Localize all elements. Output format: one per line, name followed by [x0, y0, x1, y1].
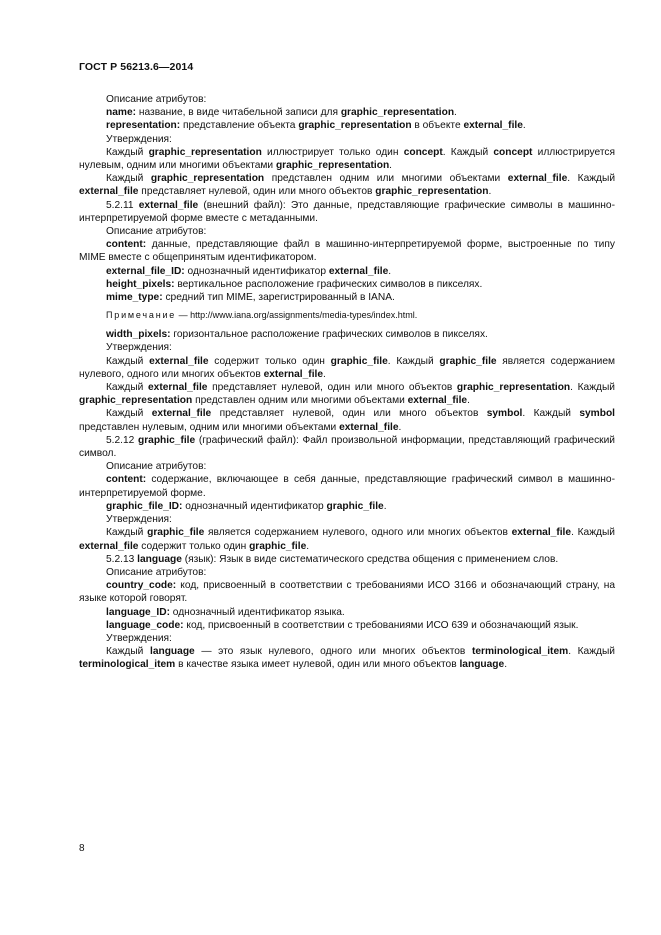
- term: external_file: [79, 186, 139, 198]
- term: graphic_representation: [298, 120, 412, 132]
- paragraph: [79, 355, 615, 381]
- term: external_file: [339, 421, 399, 433]
- text-run: . Каждый: [570, 382, 615, 394]
- term: external_file: [79, 540, 139, 552]
- paragraph: [79, 606, 615, 619]
- term: mime_type:: [106, 292, 163, 304]
- term: external_file: [263, 368, 324, 380]
- paragraph: [79, 265, 615, 278]
- term: external_file: [507, 173, 568, 185]
- paragraph: [79, 278, 615, 291]
- text-run: . Каждый: [442, 146, 494, 158]
- text-run: иллюстрирует только один: [261, 146, 404, 158]
- term: concept: [403, 146, 443, 158]
- text-run: .: [323, 368, 326, 380]
- term: graphic_file: [439, 355, 497, 367]
- text-run: данные, представляющие файл в машинно-интерпретируемой форме, выстроенные по типу MIME вместе с общепринятым идентификатором.: [79, 239, 615, 264]
- term: language_ID:: [106, 606, 170, 618]
- term: graphic_file: [137, 434, 196, 446]
- paragraph: [79, 566, 615, 579]
- text-run: в качестве языка имеет нулевой, один или много объектов: [175, 659, 460, 671]
- paragraph: [79, 381, 615, 407]
- term: graphic_representation: [340, 107, 455, 119]
- text-run: представлен одним или многими объектами: [264, 173, 508, 185]
- term: external_file: [511, 527, 572, 539]
- paragraph: [79, 434, 615, 460]
- paragraph: [79, 619, 615, 632]
- term: representation:: [106, 120, 181, 132]
- term: external_file: [151, 408, 212, 420]
- text-run: иллюстрируется нулевым, одним или многими объектами: [79, 146, 615, 172]
- paragraph: [79, 199, 615, 225]
- paragraph: [79, 513, 615, 526]
- text-run: Утверждения:: [106, 342, 172, 354]
- text-run: Описание атрибутов:: [106, 226, 207, 238]
- term: concept: [493, 146, 533, 158]
- document-header: ГОСТ Р 56213.6—2014: [79, 61, 194, 73]
- text-run: .: [388, 265, 392, 277]
- paragraph: [79, 632, 615, 645]
- term: graphic_file: [326, 500, 384, 512]
- text-run: содержание, включающее в себя данные, представляющие графический символ в машинно-интерпретируемой форме.: [79, 474, 615, 499]
- text-run: является содержанием нулевого, одного или многих объектов: [79, 355, 616, 380]
- term: content:: [106, 239, 147, 251]
- term: external_file: [463, 120, 523, 132]
- text-run: Каждый: [106, 527, 148, 539]
- text-run: .: [522, 120, 526, 132]
- term: graphic_file: [249, 540, 307, 552]
- text-run: Каждый: [106, 408, 152, 420]
- text-run: 5.2.13: [106, 553, 138, 565]
- text-run: 5.2.12: [106, 434, 138, 446]
- term: external_file: [138, 199, 199, 211]
- text-run: Утверждения:: [106, 133, 172, 145]
- document-body: [79, 93, 615, 672]
- text-run: Каждый: [106, 146, 149, 158]
- text-run: представлен одним или многими объектами: [192, 395, 408, 407]
- text-run: содержит только один: [138, 540, 250, 552]
- text-run: представление объекта: [180, 120, 299, 132]
- term: terminological_item: [79, 659, 176, 671]
- text-run: .: [389, 160, 393, 172]
- text-run: Описание атрибутов:: [106, 566, 207, 578]
- paragraph: [79, 460, 615, 473]
- term: external_file_ID:: [106, 265, 185, 277]
- term: language_code:: [106, 619, 184, 631]
- text-run: .: [454, 107, 457, 119]
- text-run: представляет нулевой, один или много объектов: [207, 382, 457, 394]
- paragraph: [79, 579, 615, 605]
- term: symbol: [579, 408, 615, 420]
- term: language: [459, 659, 505, 671]
- text-run: код, присвоенный в соответствии с требованиями ИСО 639 и обозначающий язык.: [183, 619, 579, 631]
- note-label: Примечание: [106, 310, 177, 321]
- paragraph: [79, 328, 615, 341]
- paragraph: [79, 146, 615, 172]
- paragraph: [79, 526, 615, 552]
- text-run: Описание атрибутов:: [106, 461, 207, 473]
- term: external_file: [148, 382, 208, 394]
- text-run: однозначный идентификатор: [182, 500, 327, 512]
- paragraph: [79, 645, 615, 671]
- text-run: . Каждый: [571, 527, 615, 539]
- term: external_file: [407, 395, 468, 407]
- text-run: название, в виде читабельной записи для: [136, 107, 341, 119]
- term: symbol: [486, 408, 523, 420]
- text-run: является содержанием нулевого, одного или многих объектов: [204, 527, 512, 539]
- paragraph: [79, 93, 615, 106]
- paragraph: [79, 407, 615, 433]
- text-run: Каждый: [106, 382, 149, 394]
- text-run: средний тип MIME, зарегистрированный в IANA.: [162, 292, 395, 304]
- paragraph: [79, 225, 615, 238]
- text-run: в объекте: [411, 120, 464, 132]
- term: height_pixels:: [106, 278, 175, 290]
- text-run: представляет нулевой, один или много объектов: [211, 408, 487, 420]
- text-run: — это язык нулевого, одного или многих объектов: [194, 646, 472, 658]
- text-run: Утверждения:: [106, 632, 172, 644]
- paragraph: [79, 172, 615, 198]
- term: graphic_representation: [375, 186, 489, 198]
- text-run: 5.2.11: [106, 199, 139, 211]
- text-run: представлен нулевым, одним или многими объектами: [79, 421, 340, 433]
- term: language: [149, 646, 195, 658]
- text-run: . Каждый: [387, 355, 440, 367]
- term: graphic_representation: [150, 173, 265, 185]
- text-run: . Каждый: [568, 646, 615, 658]
- paragraph: [79, 291, 615, 304]
- text-run: .: [504, 659, 508, 671]
- text-run: содержит только один: [208, 355, 331, 367]
- paragraph: [79, 106, 615, 119]
- term: content:: [106, 474, 147, 486]
- text-run: .: [467, 395, 470, 407]
- text-run: .: [488, 186, 492, 198]
- text-run: представляет нулевой, один или много объектов: [138, 186, 376, 198]
- term: name:: [106, 107, 137, 119]
- term: country_code:: [106, 580, 177, 592]
- text-run: Каждый: [106, 173, 151, 185]
- term: width_pixels:: [106, 329, 171, 341]
- paragraph: [79, 119, 615, 132]
- term: graphic_file_ID:: [106, 500, 183, 512]
- text-run: (язык): Язык в виде систематического средства общения с применением слов.: [181, 553, 559, 565]
- note-text: — http://www.iana.org/assignments/media-types/index.html.: [176, 310, 418, 321]
- paragraph: [79, 341, 615, 354]
- text-run: код, присвоенный в соответствии с требованиями ИСО 3166 и обозначающий страну, на языке которой говорят.: [79, 580, 615, 605]
- term: graphic_representation: [148, 146, 262, 158]
- page-number: 8: [79, 843, 85, 854]
- text-run: . Каждый: [522, 408, 580, 420]
- text-run: Каждый: [106, 355, 150, 367]
- term: graphic_file: [330, 355, 388, 367]
- text-run: (графический файл): Файл произвольной информации, представляющий графический символ.: [79, 434, 616, 460]
- text-run: однозначный идентификатор: [184, 265, 329, 277]
- text-run: Каждый: [106, 646, 150, 658]
- text-run: вертикальное расположение графических символов в пикселях.: [174, 278, 483, 290]
- note: [79, 309, 615, 322]
- text-run: .: [306, 540, 310, 552]
- term: terminological_item: [471, 646, 569, 658]
- text-run: . Каждый: [567, 173, 616, 185]
- text-run: .: [383, 500, 387, 512]
- attribute-section-primary: [79, 93, 615, 304]
- term: graphic_representation: [275, 160, 390, 172]
- text-run: однозначный идентификатор языка.: [169, 606, 345, 618]
- term: external_file: [149, 355, 209, 367]
- attribute-section-secondary: [79, 328, 615, 671]
- paragraph: [79, 473, 615, 499]
- paragraph: [79, 238, 615, 264]
- term: external_file: [328, 265, 389, 277]
- paragraph: [79, 500, 615, 513]
- term: language: [137, 553, 182, 565]
- term: graphic_file: [147, 527, 205, 539]
- text-run: .: [398, 421, 402, 433]
- term: graphic_representation: [79, 395, 193, 407]
- text-run: горизонтальное расположение графических символов в пикселях.: [170, 329, 488, 341]
- term: graphic_representation: [456, 382, 571, 394]
- text-run: (внешний файл): Это данные, представляющие графические символы в машинно-интерпретируемой форме вместе с метаданными.: [79, 199, 615, 224]
- paragraph: [79, 553, 615, 566]
- text-run: Утверждения:: [106, 514, 172, 526]
- text-run: Описание атрибутов:: [106, 94, 207, 105]
- paragraph: [79, 133, 615, 146]
